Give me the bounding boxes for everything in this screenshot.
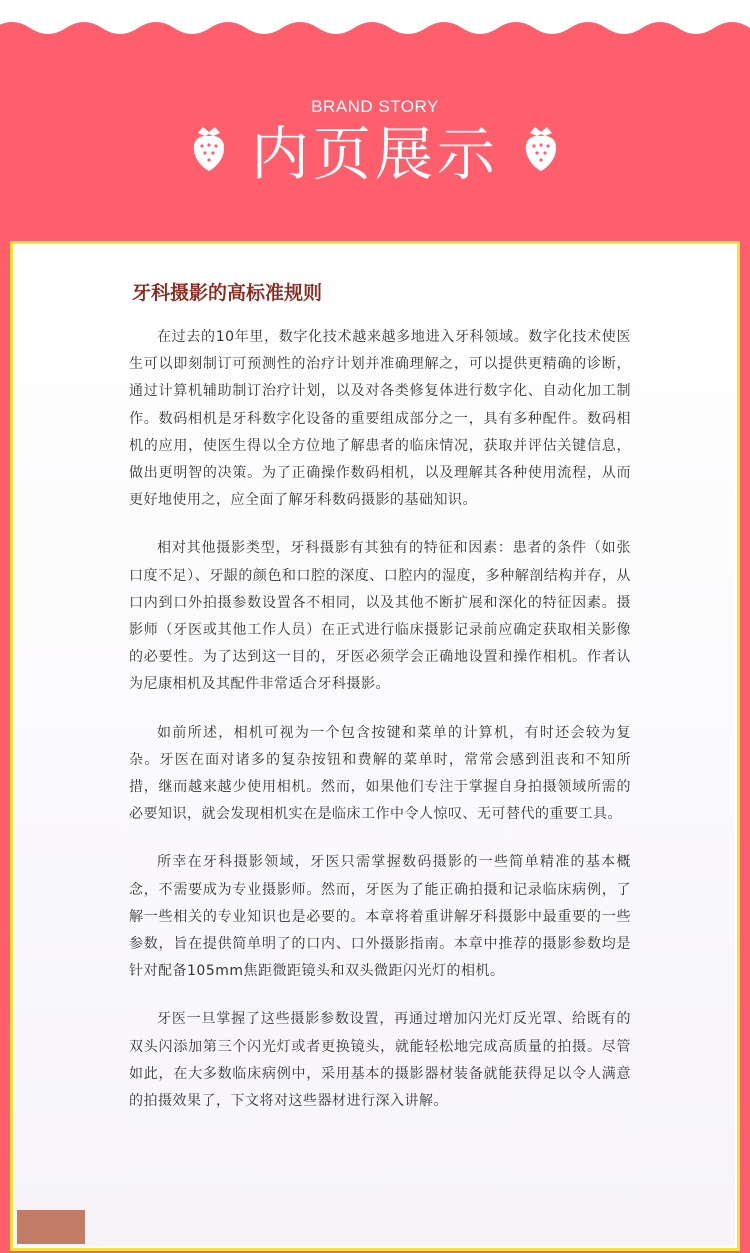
book-page <box>15 246 735 1246</box>
paragraph: 牙医一旦掌握了这些摄影参数设置，再通过增加闪光灯反光罩、给既有的双头闪添加第三个闪光灯或者更换镜头，就能轻松地完成高质量的拍摄。尽管如此，在大多数临床病例中，采用基本的摄影器材装备就能获得足以令人满意的拍摄效果了，下文将对这些器材进行深入讲解。 <box>129 1011 631 1110</box>
paragraph: 在过去的10年里，数字化技术越来越多地进入牙科领域。数字化技术使医生可以即刻制订可预测性的治疗计划并准确理解之，可以提供更精确的诊断，通过计算机辅助制订治疗计划，以及对各类修复体进行数字化、自动化加工制作。数码相机是牙科数字化设备的重要组成部分之一，具有多种配件。数码相机的应用，使医生得以全方位地了解患者的临床情况，获取并评估关键信息，做出更明智的决策。为了正确操作数码相机，以及理解其各种使用流程，从而更好地使用之，应全面了解牙科数码摄影的基础知识。 <box>129 329 631 509</box>
book-page-title: 牙科摄影的高标准规则 <box>132 282 323 304</box>
book-page-frame <box>10 241 740 1251</box>
strawberry-icon <box>521 124 561 174</box>
brand-story-label: BRAND STORY <box>311 97 439 116</box>
page-heading: 内页展示 <box>250 120 499 188</box>
paragraph: 所幸在牙科摄影领域，牙医只需掌握数码摄影的一些简单精准的基本概念，不需要成为专业摄影师。然而，牙医为了能正确拍摄和记录临床病例，了解一些相关的专业知识也是必要的。本章将着重讲解牙科摄影中最重要的一些参数，旨在提供简单明了的口内、口外摄影指南。本章中推荐的摄影参数均是针对配备105mm焦距微距镜头和双头微距闪光灯的相机。 <box>129 854 631 980</box>
page-color-swatch <box>17 1210 85 1244</box>
wavy-top-border <box>0 0 750 50</box>
book-page-body <box>129 324 631 1136</box>
paragraph: 相对其他摄影类型，牙科摄影有其独有的特征和因素：患者的条件（如张口度不足）、牙龈的颜色和口腔的深度、口腔内的湿度，多种解剖结构并存，从口内到口外拍摄参数设置各不相同，以及其他不断扩展和深化的特征因素。摄影师（牙医或其他工作人员）在正式进行临床摄影记录前应确定获取相关影像的必要性。为了达到这一目的，牙医必须学会正确地设置和操作相机。作者认为尼康相机及其配件非常适合牙科摄影。 <box>129 540 631 693</box>
paragraph: 如前所述，相机可视为一个包含按键和菜单的计算机，有时还会较为复杂。牙医在面对诸多的复杂按钮和费解的菜单时，常常会感到沮丧和不知所措，继而越来越少使用相机。然而，如果他们专注于掌握自身拍摄领域所需的必要知识，就会发现相机实在是临床工作中令人惊叹、无可替代的重要工具。 <box>129 724 631 823</box>
